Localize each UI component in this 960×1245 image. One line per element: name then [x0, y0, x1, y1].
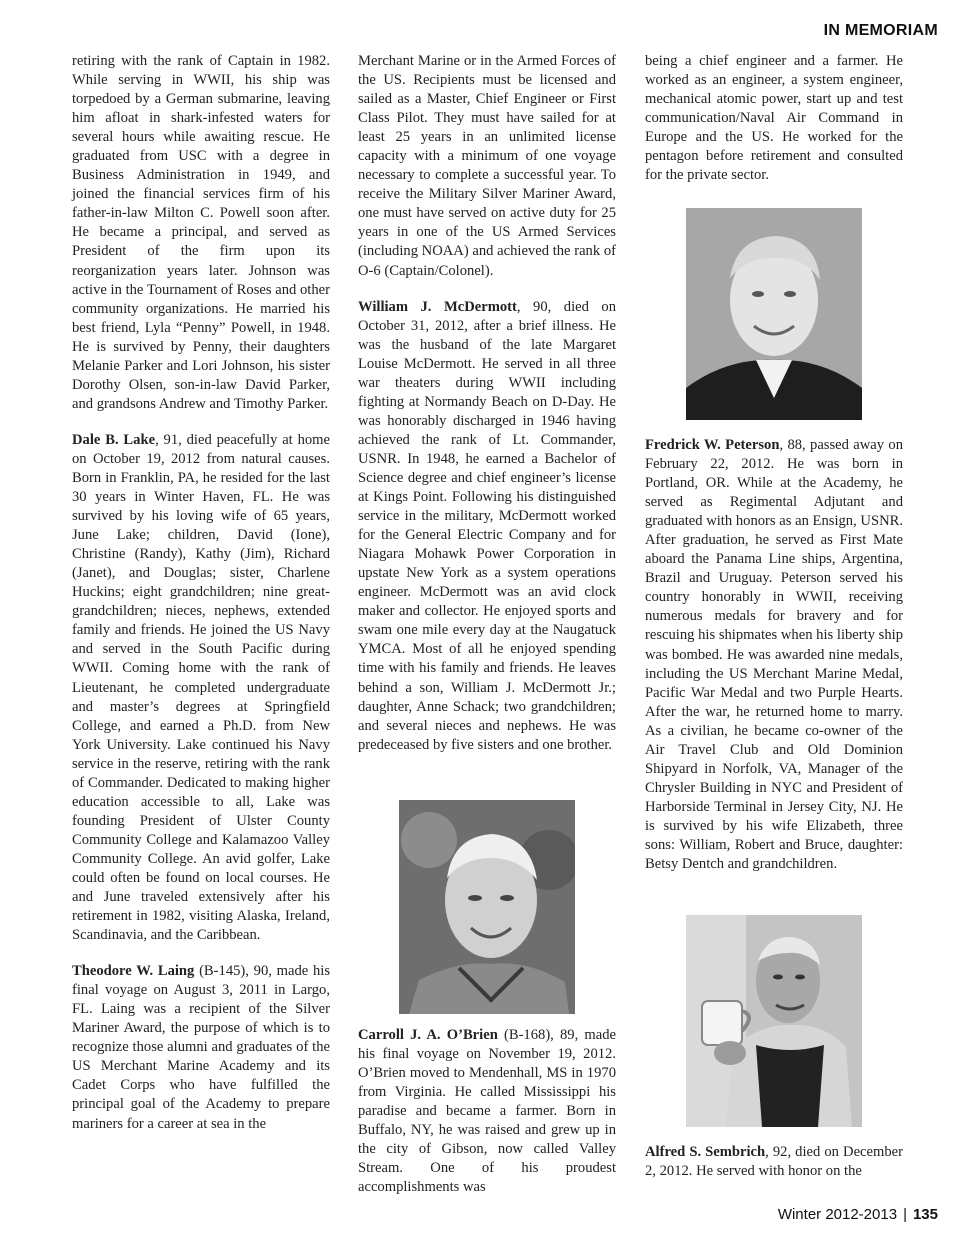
- mcdermott-text: , 90, died on October 31, 2012, after a brief illness. He was the husband of the late Margaret Louise McDermott. He served in all three war theaters during WWII including fighting at Normandy Beach on D-Day. He was honorably discharged in 1946 having achieved the rank of Lt. Commander, USNR. In 1948, he earned a Bachelor of Science degree and chief engineer’s license at Kings Point. Following his distinguished service in the military, McDermott worked for the General Electric Company and for Niagara Mohawk Power Corporation in upstate New York as a system operations engineer. McDermott was an avid clock maker and collector. He enjoyed sports and swam one mile every day at the Naugatuck YMCA. Most of all he enjoyed spending time with his family and friends. He leaves behind a son, William J. McDermott Jr.; daughter, Anne Schack; two grandchildren; and several nieces and nephews. He was predeceased by five sisters and one brother.: [358, 298, 616, 753]
- column-3-middle: [645, 436, 903, 891]
- page-number: 135: [912, 1206, 938, 1223]
- footer-separator: |: [903, 1206, 907, 1223]
- section-header: IN MEMORIAM: [823, 22, 938, 39]
- johnson-continuation: retiring with the rank of Captain in 1982. While serving in WWII, his ship was torpedoed by a German submarine, leaving him afloat in shark-infested waters for several hours while awaiting rescue. He graduated from USC with a degree in Business Administration in 1949, and joined the financial services firm of his father-in-law Milton C. Powell soon after. He became a principal, and served as President of the firm upon its reorganization years later. Johnson was active in the Tournament of Roses and other community organizations. He married his best friend, Lyla “Penny” Powell, in 1948. He is survived by Penny, their daughters Melanie Parker and Lori Johnson, his sister Dorothy Olsen, son-in-law David Parker, and grandsons Andrew and Timothy Parker.: [72, 53, 330, 412]
- obrien-name: Carroll J. A. O’Brien: [358, 1027, 498, 1043]
- lake-text: , 91, died peacefully at home on October 19, 2012 from natural causes. Born in Franklin, PA, he resided for the last 30 years in Winter Haven, FL. He was survived by his loving wife of 65 years, June Lake; children, David (Ione), Christine (Randy), Kathy (Jim), Richard (Janet), and Douglas; sister, Charlene Huckins; eight grandchildren; nine great-grandchildren; nieces, nephews, extended family and friends. He joined the US Navy and served in the South Pacific during WWII. Coming home with the rank of Lieutenant, he completed undergraduate and master’s degrees at Springfield College, and earned a Ph.D. from New York University. Lake continued his Navy service in the reserve, retiring with the rank of Commander. Dedicated to making higher education accessible to all, Lake was founding President of Ulster County Community College and Kalamazoo Valley Community College. An avid golfer, Lake could often be found on local courses. He and June traveled extensively after his retirement in 1982, visiting Alaska, Ireland, Scandinavia, and the Caribbean.: [72, 431, 331, 944]
- column-2-lower: [358, 1026, 616, 1214]
- sembrich-name: Alfred S. Sembrich: [645, 1144, 766, 1160]
- issue-label: Winter 2012-2013: [777, 1206, 898, 1223]
- column-1: [72, 52, 330, 1151]
- column-3: [645, 52, 903, 202]
- obituary-laing: [72, 962, 330, 1133]
- column-2: [358, 52, 616, 772]
- sembrich-text: , 92, died on December 2, 2012. He served with honor on the: [645, 1144, 903, 1180]
- laing-text: (B-145), 90, made his final voyage on August 3, 2011 in Largo, FL. Laing was a recipient of the Silver Mariner Award, the purpose of which is to recognize those alumni and graduates of the US Merchant Marine Academy and its Cadet Corps who have fulfilled the principal goal of the Academy to prepare mariners for a career at sea in the: [72, 963, 330, 1132]
- column-3-lower: [645, 1143, 903, 1198]
- portrait-peterson-photo: [686, 208, 862, 420]
- portrait-sembrich-photo: [686, 915, 862, 1127]
- laing-name: Theodore W. Laing: [72, 963, 195, 980]
- obituary-sembrich: [645, 1143, 903, 1181]
- peterson-text: , 88, passed away on February 22, 2012. He was born in Portland, OR. While at the Academy, he served as Regimental Adjutant and graduated with honors as an Ensign, USNR. After graduation, he served as First Mate aboard the Panama Line ships, Argentina, Brazil and Uruguay. Peterson served his country honorably in WWII, receiving numerous medals for bravery and for rescuing his shipmates when his liberty ship was bombed. He was awarded nine medals, including the US Merchant Marine Medal, Pacific War Medal and two Purple Hearts. After the war, he returned home to marry. As a civilian, he became co-owner of the Air Travel Club and Old Dominion Shipyard in Norfolk, VA, Manager of the Chrysler Building in NYC and President of Harborside Terminal in Jersey City, NJ. He is survived by his wife Elizabeth, three sons: William, Robert and Bruce, daughter: Betsy Dentch and grandchildren.: [645, 437, 903, 873]
- laing-continuation: Merchant Marine or in the Armed Forces of the US. Recipients must be licensed and sailed as a Master, Chief Engineer or First Class Pilot. They must have sailed for at least 25 years in an unlimited license capacity with a minimum of one voyage necessary to complete a successful year. To receive the Military Silver Mariner Award, one must have served on active duty for 25 years in one of the US Armed Services (including NOAA) and achieved the rank of O-6 (Captain/Colonel).: [358, 53, 616, 279]
- peterson-name: Fredrick W. Peterson: [645, 437, 780, 453]
- page-footer: [778, 1206, 938, 1223]
- obituary-peterson: [645, 436, 903, 874]
- obrien-text: (B-168), 89, made his final voyage on November 19, 2012. O’Brien moved to Mendenhall, MS in 1970 from Virginia. He called Mississippi his paradise and became a farmer. Born in Buffalo, NY, he was raised and grew up in the city of Gibson, now called Valley Stream. One of his proudest accomplishments was: [358, 1027, 616, 1196]
- obituary-obrien: [358, 1026, 616, 1197]
- obituary-mcdermott: [358, 298, 616, 755]
- lake-name: Dale B. Lake: [72, 431, 156, 448]
- mcdermott-name: William J. McDermott: [358, 298, 517, 315]
- obrien-continuation: being a chief engineer and a farmer. He worked as an engineer, a system engineer, mechanical atomic power, start up and test communication/Naval Air Command in Europe and the US. He worked for the pentagon before retirement and consulted for the private sector.: [645, 53, 903, 184]
- obituary-lake: [72, 431, 330, 945]
- portrait-obrien-photo: [399, 800, 575, 1014]
